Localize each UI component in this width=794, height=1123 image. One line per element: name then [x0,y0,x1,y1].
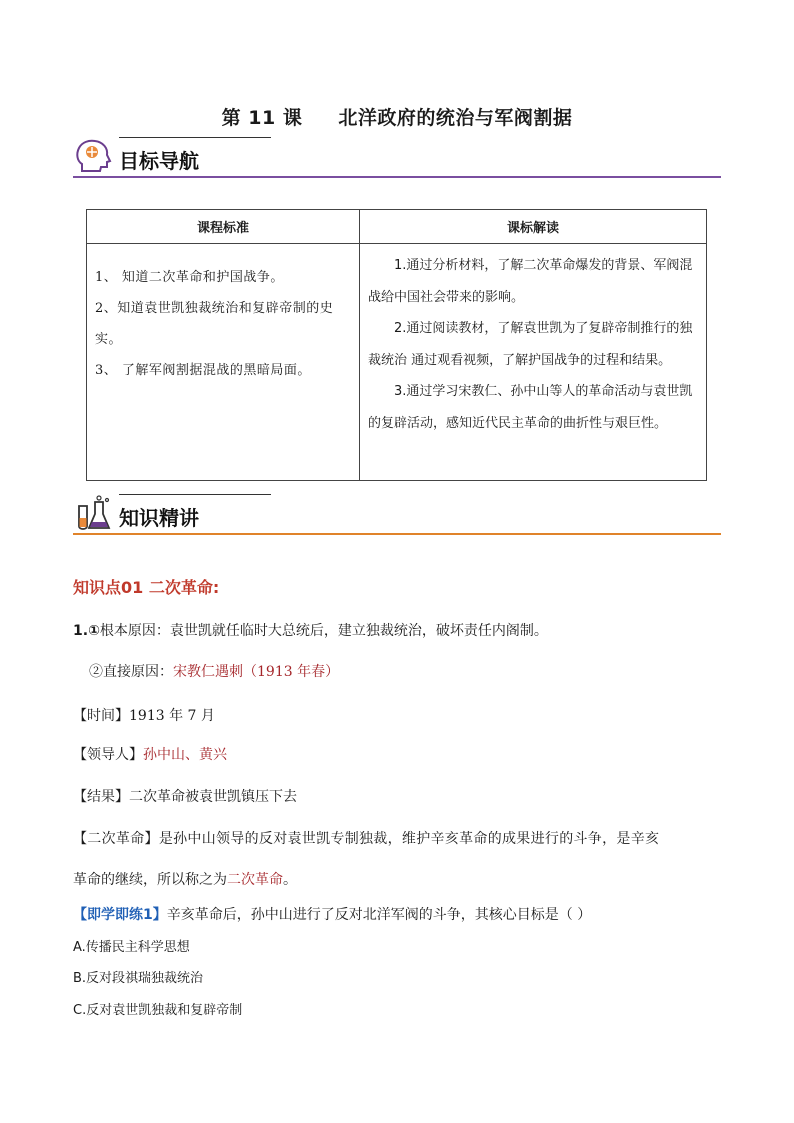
practice-question: 【即学即练1】辛亥革命后，孙中山进行了反对北洋军阀的斗争，其核心目标是（ ） [73,907,592,923]
lesson-name: 北洋政府的统治与军阀割据 [338,107,573,129]
option-c: C.反对袁世凯独裁和复辟帝制 [73,1003,243,1018]
interpretation-item: 3.通过学习宋教仁、孙中山等人的革命活动与袁世凯的复辟活动，感知近代民主革命的曲折性与艰巨性。 [368,384,693,431]
table-header: 课程标准 [87,210,360,244]
time-line: 【时间】1913 年 7 月 [73,708,215,724]
section-divider [73,176,721,178]
practice-tag: 【即学即练1】 [73,907,167,923]
option-b: B.反对段祺瑞独裁统治 [73,971,204,986]
result-line: 【结果】二次革命被袁世凯镇压下去 [73,789,297,805]
section-header-goals [73,137,721,181]
table-header: 课标解读 [360,210,707,244]
standard-item: 1、 知道二次革命和护国战争。 [95,270,284,285]
interpretation-cell [360,244,707,481]
cause-direct: ②直接原因：宋教仁遇刺（1913 年春） [89,664,340,680]
knowledge-point-title: 知识点01 二次革命: [73,578,220,597]
standards-cell [87,244,360,481]
curriculum-table [86,209,707,481]
section-header-knowledge [73,494,721,538]
section-label: 知识精讲 [119,506,199,530]
brain-head-icon [73,137,113,177]
leader-line: 【领导人】孙中山、黄兴 [73,747,227,763]
lesson-number: 第 11 课 [221,107,303,129]
standard-item: 2、知道袁世凯独裁统治和复辟帝制的史实。 [95,301,334,347]
section-label: 目标导航 [119,149,199,173]
section-divider [73,533,721,535]
definition-line-1: 【二次革命】是孙中山领导的反对袁世凯专制独裁，维护辛亥革命的成果进行的斗争，是辛亥 [73,831,660,847]
interpretation-item: 2.通过阅读教材，了解袁世凯为了复辟帝制推行的独裁统治 通过观看视频，了解护国战争的过程和结果。 [368,321,693,368]
definition-line-2: 革命的继续，所以称之为二次革命。 [73,872,297,888]
standard-item: 3、 了解军阀割据混战的黑暗局面。 [95,363,311,378]
page-title [0,103,794,130]
option-a: A.传播民主科学思想 [73,940,190,955]
lab-flask-icon [73,494,113,534]
cause-root: 1.①根本原因：袁世凯就任临时大总统后，建立独裁统治，破坏责任内阁制。 [73,623,548,639]
interpretation-item: 1.通过分析材料，了解二次革命爆发的背景、军阀混战给中国社会带来的影响。 [368,258,693,305]
